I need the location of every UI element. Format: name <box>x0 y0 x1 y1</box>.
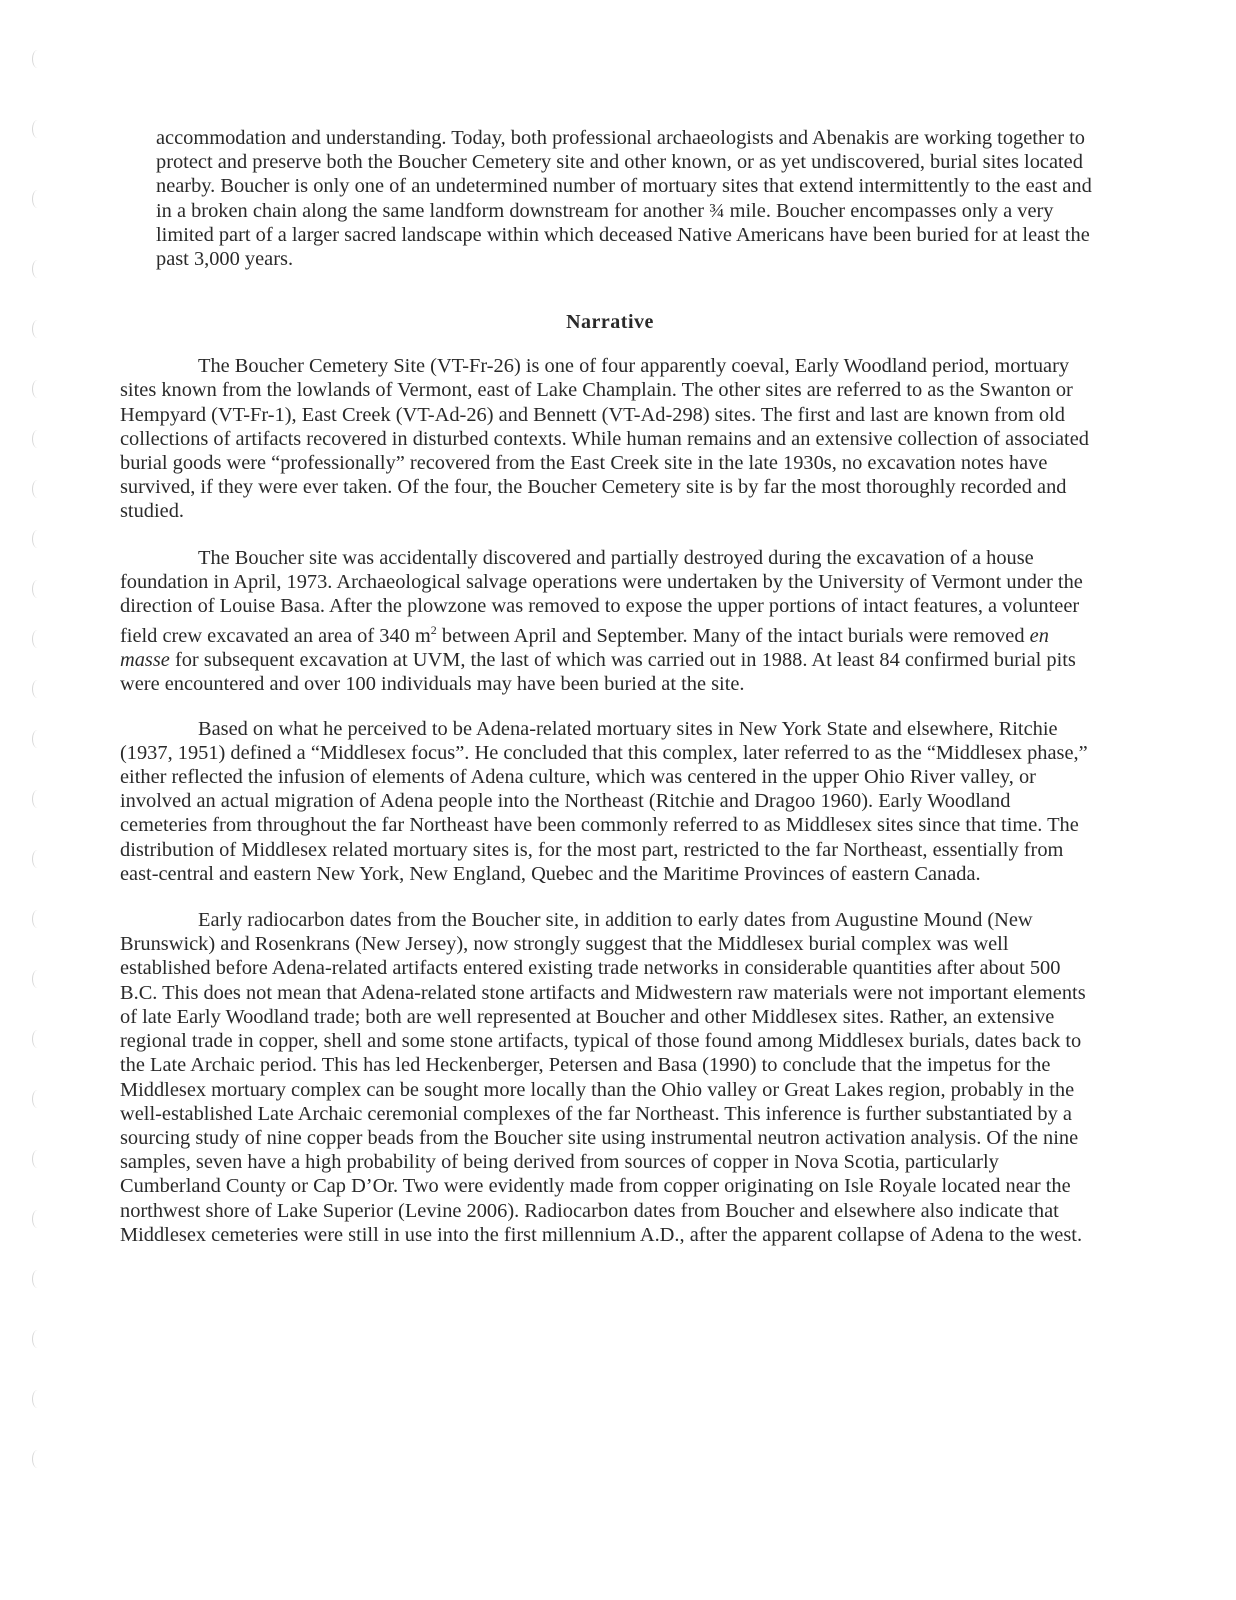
binding-holes-edge <box>20 30 50 1490</box>
document-body <box>120 126 1100 1247</box>
narrative-paragraph-2 <box>120 546 1100 697</box>
paragraph-2-text-c: for subsequent excavation at UVM, the last of which was carried out in 1988. At least 84 confirmed burial pits were encountered and over 100 individuals may have been buried at the site. <box>120 649 1076 696</box>
superscript-square: 2 <box>430 623 437 638</box>
paragraph-2-text-b: between April and September. Many of the intact burials were removed <box>436 625 1030 648</box>
paragraph-2-text-a: The Boucher site was accidentally discovered and partially destroyed during the excavation of a house foundation in April, 1973. Archaeological salvage operations were undertaken by the University of Vermont under the direction of Louise Basa. After the plowzone was removed to expose the upper portions of intact features, a volunteer field crew excavated an area of 340 m <box>120 546 1083 648</box>
intro-paragraph: accommodation and understanding. Today, both professional archaeologists and Abenakis are working together to protect and preserve both the Boucher Cemetery site and other known, or as yet undiscovered, burial sites located nearby. Boucher is only one of an undetermined number of mortuary sites that extend intermittently to the east and in a broken chain along the same landform downstream for another ¾ mile. Boucher encompasses only a very limited part of a larger sacred landscape within which deceased Native Americans have been buried for at least the past 3,000 years. <box>156 127 1092 271</box>
section-heading: Narrative <box>566 311 654 334</box>
italic-en-masse: en masse <box>120 625 1049 672</box>
narrative-paragraph-1: The Boucher Cemetery Site (VT-Fr-26) is one of four apparently coeval, Early Woodland period, mortuary sites known from the lowlands of Vermont, east of Lake Champlain. The other sites are referred to as the Swanton or Hempyard (VT-Fr-1), East Creek (VT-Ad-26) and Bennett (VT-Ad-298) sites. The first and last are known from old collections of artifacts recovered in disturbed contexts. While human remains and an extensive collection of associated burial goods were “professionally” recovered from the East Creek site in the late 1930s, no excavation notes have survived, if they were ever taken. Of the four, the Boucher Cemetery site is by far the most thoroughly recorded and studied. <box>120 355 1089 523</box>
narrative-paragraph-3: Based on what he perceived to be Adena-related mortuary sites in New York State and elsewhere, Ritchie (1937, 1951) defined a “Middlesex focus”. He concluded that this complex, later referred to as the “Middlesex phase,” either reflected the infusion of elements of Adena culture, which was centered in the upper Ohio River valley, or involved an actual migration of Adena people into the Northeast (Ritchie and Dragoo 1960). Early Woodland cemeteries from throughout the far Northeast have been commonly referred to as Middlesex sites since that time. The distribution of Middlesex related mortuary sites is, for the most part, restricted to the far Northeast, essentially from east-central and eastern New York, New England, Quebec and the Maritime Provinces of eastern Canada. <box>120 717 1088 885</box>
narrative-paragraph-4: Early radiocarbon dates from the Boucher site, in addition to early dates from Augustine Mound (New Brunswick) and Rosenkrans (New Jersey), now strongly suggest that the Middlesex burial complex was well established before Adena-related artifacts entered existing trade networks in considerable quantities after about 500 B.C. This does not mean that Adena-related stone artifacts and Midwestern raw materials were not important elements of late Early Woodland trade; both are well represented at Boucher and other Middlesex sites. Rather, an extensive regional trade in copper, shell and some stone artifacts, typical of those found among Middlesex burials, dates back to the Late Archaic period. This has led Heckenberger, Petersen and Basa (1990) to conclude that the impetus for the Middlesex mortuary complex can be sought more locally than the Ohio valley or Great Lakes region, probably in the well-established Late Archaic ceremonial complexes of the far Northeast. This inference is further substantiated by a sourcing study of nine copper beads from the Boucher site using instrumental neutron activation analysis. Of the nine samples, seven have a high probability of being derived from sources of copper in Nova Scotia, particularly Cumberland County or Cap D’Or. Two were evidently made from copper originating on Isle Royale located near the northwest shore of Lake Superior (Levine 2006). Radiocarbon dates from Boucher and elsewhere also indicate that Middlesex cemeteries were still in use into the first millennium A.D., after the apparent collapse of Adena to the west. <box>120 909 1086 1246</box>
